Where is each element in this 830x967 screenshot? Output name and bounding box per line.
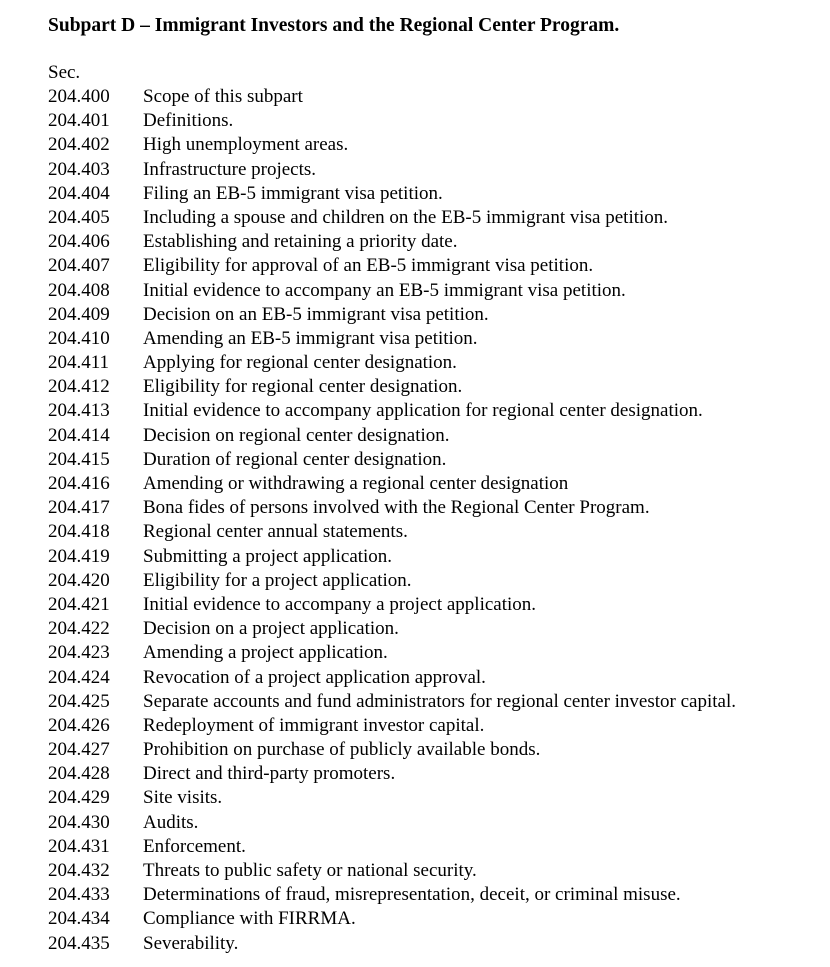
section-title: Eligibility for regional center designation. <box>143 376 463 398</box>
section-title: Determinations of fraud, misrepresentation, deceit, or criminal misuse. <box>143 884 681 906</box>
section-number: 204.402 <box>48 134 110 156</box>
section-number: 204.427 <box>48 739 110 761</box>
section-number: 204.422 <box>48 618 110 640</box>
section-title: Duration of regional center designation. <box>143 448 447 470</box>
section-number: 204.401 <box>48 110 110 132</box>
section-title: Including a spouse and children on the EB-5 immigrant visa petition. <box>143 206 669 228</box>
section-title: Initial evidence to accompany a project application. <box>143 593 537 615</box>
section-number: 204.428 <box>48 763 110 785</box>
section-row <box>48 714 818 738</box>
section-number: 204.416 <box>48 473 110 494</box>
section-number: 204.413 <box>48 400 110 422</box>
section-number: 204.426 <box>48 714 110 736</box>
section-title: Eligibility for approval of an EB-5 immigrant visa petition. <box>143 255 594 277</box>
section-number: 204.434 <box>48 908 110 930</box>
section-number: 204.435 <box>48 932 110 954</box>
section-row <box>48 641 818 665</box>
section-row <box>48 133 818 157</box>
section-row <box>48 762 818 786</box>
section-number: 204.431 <box>48 835 110 857</box>
section-row <box>48 496 818 520</box>
section-title: Decision on regional center designation. <box>143 424 450 446</box>
section-number: 204.425 <box>48 690 110 712</box>
section-title: Infrastructure projects. <box>143 158 317 180</box>
section-title: Amending a project application. <box>143 642 388 664</box>
section-number: 204.419 <box>48 545 110 567</box>
section-number: 204.423 <box>48 642 110 664</box>
section-title: Bona fides of persons involved with the Regional Center Program. <box>143 497 650 519</box>
section-row <box>48 932 818 956</box>
section-title: Establishing and retaining a priority date. <box>143 231 458 253</box>
section-title: Regional center annual statements. <box>143 521 408 543</box>
section-title: Scope of this subpart <box>143 86 303 107</box>
section-row <box>48 351 818 375</box>
section-number: 204.415 <box>48 448 110 470</box>
section-number: 204.408 <box>48 279 110 301</box>
section-title: Amending an EB-5 immigrant visa petition. <box>143 327 478 349</box>
section-row <box>48 182 818 206</box>
sec-label: Sec. <box>48 62 81 83</box>
section-row <box>48 303 818 327</box>
section-number: 204.400 <box>48 86 110 107</box>
section-row <box>48 786 818 810</box>
section-row <box>48 375 818 399</box>
section-number: 204.418 <box>48 521 110 543</box>
section-title: Enforcement. <box>143 835 246 857</box>
section-title: Initial evidence to accompany an EB-5 immigrant visa petition. <box>143 279 626 301</box>
section-number: 204.407 <box>48 255 110 277</box>
section-row <box>48 811 818 835</box>
section-number: 204.414 <box>48 424 110 446</box>
section-row <box>48 448 818 472</box>
section-row <box>48 738 818 762</box>
section-row <box>48 545 818 569</box>
section-row <box>48 254 818 278</box>
section-row <box>48 690 818 714</box>
section-title: Separate accounts and fund administrators for regional center investor capital. <box>143 690 736 712</box>
section-title: Submitting a project application. <box>143 545 393 567</box>
section-row <box>48 109 818 133</box>
section-row <box>48 666 818 690</box>
section-row <box>48 859 818 883</box>
section-list <box>48 85 818 956</box>
section-row <box>48 593 818 617</box>
section-title: Filing an EB-5 immigrant visa petition. <box>143 182 443 204</box>
section-title: Revocation of a project application approval. <box>143 666 486 688</box>
section-row <box>48 617 818 641</box>
section-title: Compliance with FIRRMA. <box>143 908 356 930</box>
section-row <box>48 399 818 423</box>
subpart-heading: Subpart D – Immigrant Investors and the Regional Center Program. <box>48 15 620 36</box>
section-number: 204.432 <box>48 860 110 881</box>
section-title: Amending or withdrawing a regional center designation <box>143 473 569 494</box>
section-number: 204.410 <box>48 327 110 349</box>
section-number: 204.421 <box>48 593 110 615</box>
section-number: 204.403 <box>48 158 110 180</box>
section-number: 204.430 <box>48 811 110 833</box>
section-row <box>48 907 818 931</box>
section-row <box>48 327 818 351</box>
section-title: Redeployment of immigrant investor capital. <box>143 714 485 736</box>
section-number: 204.406 <box>48 231 110 253</box>
section-row <box>48 158 818 182</box>
section-number: 204.424 <box>48 666 110 688</box>
section-title: Decision on an EB-5 immigrant visa petition. <box>143 303 489 325</box>
section-title: Site visits. <box>143 787 223 809</box>
section-row <box>48 472 818 496</box>
section-number: 204.411 <box>48 352 110 374</box>
section-title: Decision on a project application. <box>143 618 399 640</box>
section-title: Definitions. <box>143 110 234 132</box>
section-number: 204.433 <box>48 884 110 906</box>
section-number: 204.420 <box>48 569 110 591</box>
section-row <box>48 520 818 544</box>
document-page <box>48 14 818 956</box>
section-row <box>48 569 818 593</box>
section-title: Threats to public safety or national security. <box>143 860 477 881</box>
section-row <box>48 883 818 907</box>
section-row <box>48 85 818 109</box>
section-title: Direct and third-party promoters. <box>143 763 396 785</box>
section-number: 204.429 <box>48 787 110 809</box>
section-row <box>48 424 818 448</box>
section-title: Initial evidence to accompany application for regional center designation. <box>143 400 703 422</box>
section-title: Audits. <box>143 811 199 833</box>
section-number: 204.405 <box>48 206 110 228</box>
section-title: Eligibility for a project application. <box>143 569 412 591</box>
section-number: 204.404 <box>48 182 110 204</box>
section-number: 204.417 <box>48 497 110 519</box>
section-number: 204.412 <box>48 376 110 398</box>
section-title: Prohibition on purchase of publicly available bonds. <box>143 739 541 761</box>
section-title: Severability. <box>143 932 239 954</box>
section-title: High unemployment areas. <box>143 134 349 156</box>
section-row <box>48 835 818 859</box>
section-title: Applying for regional center designation. <box>143 352 457 374</box>
section-row <box>48 206 818 230</box>
section-row <box>48 230 818 254</box>
section-number: 204.409 <box>48 303 110 325</box>
section-row <box>48 279 818 303</box>
